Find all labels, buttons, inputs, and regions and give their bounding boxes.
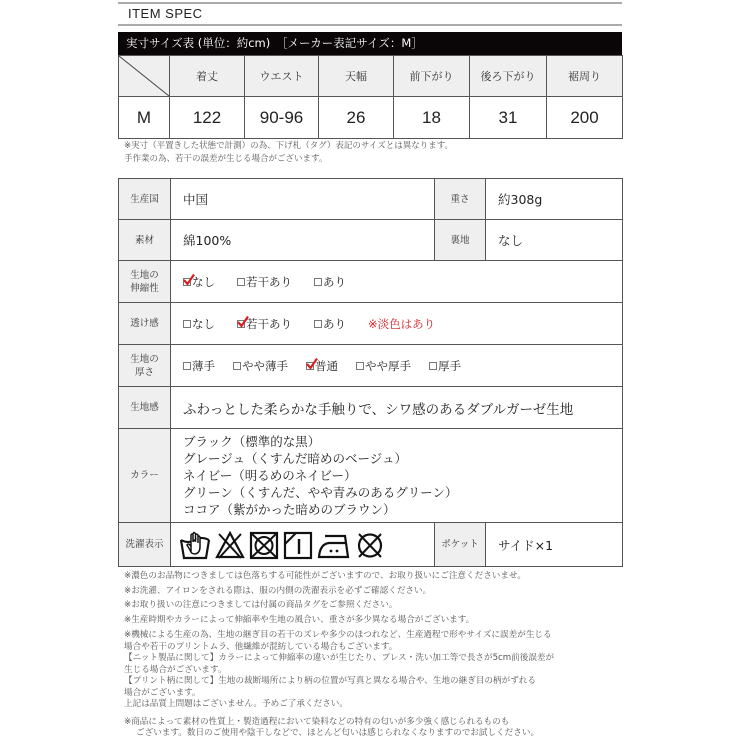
section-title: ITEM SPEC (128, 6, 203, 21)
sheer-option-none: なし (183, 316, 215, 332)
title-divider (118, 24, 622, 26)
no-bleach-icon (215, 530, 245, 560)
footer-last-line: ※商品によって素材の性質上・製造過程において染料などの特有の匂いが多少強く感じられるものも (124, 716, 510, 727)
pocket-value: サイド×1 (486, 523, 623, 567)
footer-block-line: 【ニット製品に関して】カラーによって伸縮率の違いが生じたり、プレス・洗い加工等で長さが5cm前後誤差が (124, 653, 555, 663)
column-header: 後ろ下がり (470, 56, 547, 97)
iron-medium-icon (317, 530, 351, 560)
stretch-label-line: 生地の (130, 269, 159, 281)
spec-row-texture (119, 387, 623, 429)
footer-note: ※濃色のお品物につきましては色落ちする可能性がございますので、お取り扱いにご注意くださいませ。 (124, 571, 526, 581)
size-chart-header-row (119, 56, 623, 97)
spec-row-colors (119, 429, 623, 523)
column-header: 裾周り (547, 56, 623, 97)
spec-row-origin (119, 179, 623, 220)
size-chart-notes (124, 140, 453, 165)
size-chart-table (118, 55, 623, 139)
size-label: M (119, 97, 170, 139)
column-header: 前下がり (394, 56, 470, 97)
footer-last-line: ございます。数日のご使用や陰干しなどで、ほとんど匂いは感じられなくなりますのでお試しください。 (136, 728, 540, 738)
lining-label: 裏地 (435, 220, 486, 261)
stretch-options (171, 261, 623, 303)
column-header: 着丈 (170, 56, 245, 97)
origin-label: 生産国 (119, 179, 171, 220)
size-chart-caption: 実寸サイズ表 (単位：約cm) ［メーカー表記サイズ：M］ (118, 32, 622, 55)
stretch-label (119, 261, 171, 303)
thickness-label (119, 345, 171, 387)
spec-table (118, 178, 623, 567)
texture-value: ふわっとした柔らかな手触りで、シワ感のあるダブルガーゼ生地 (171, 387, 623, 429)
checkbox-empty-icon (356, 362, 364, 370)
weight-label: 重さ (435, 179, 486, 220)
checkbox-empty-icon (233, 362, 241, 370)
spec-row-material (119, 220, 623, 261)
column-header: 天幅 (319, 56, 394, 97)
thickness-option-thick: 厚手 (429, 358, 461, 374)
weight-value: 約308g (486, 179, 623, 220)
line-dry-shade-icon (283, 530, 313, 560)
column-header: ウエスト (245, 56, 319, 97)
thickness-option-slightly-thick: やや厚手 (356, 358, 411, 374)
sheer-option-yes: あり (314, 316, 346, 332)
thickness-option-thin: 薄手 (183, 358, 215, 374)
size-value: 122 (170, 97, 245, 139)
thickness-options (171, 345, 623, 387)
color-item: ネイビー（明るめのネイビー） (183, 468, 357, 483)
footer-note: ※生産時期やカラーによって伸縮率や生地の風合い、重さが多少異なる場合がございます。 (124, 614, 475, 625)
color-item: ブラック（標準的な黒） (183, 434, 321, 449)
size-note: 手作業の為、若干の誤差が生じる場合がございます。 (124, 153, 328, 164)
footer-block-line: ※機械による生産の為、生地の継ぎ目の若干のズレや多少のほつれなど、生産過程で形やサイズに誤差が生じる (124, 630, 552, 640)
corner-cell (119, 56, 170, 97)
size-row (119, 97, 623, 139)
colors-list (171, 429, 623, 523)
spec-row-sheerness (119, 303, 623, 345)
color-item: グレージュ（くすんだ暗めのベージュ） (183, 451, 408, 466)
pocket-label: ポケット (435, 523, 486, 567)
stretch-option-none: なし (183, 274, 215, 290)
checkbox-empty-icon (314, 320, 322, 328)
footer-block (124, 630, 624, 711)
size-value: 18 (394, 97, 470, 139)
footer-block-line: 【プリント柄に関して】生地の裁断場所により柄の位置が写真と異なる場合や、生地の継ぎ目の柄がずれる (124, 676, 536, 686)
spec-row-thickness (119, 345, 623, 387)
footer-note: ※お洗濯、アイロンをされる際は、服の内側の洗濯表示を必ずご確認ください。 (124, 585, 432, 596)
footer-notes (124, 569, 624, 740)
care-label: 洗濯表示 (119, 523, 171, 567)
checkbox-empty-icon (183, 362, 191, 370)
footer-block-line: 生じる場合がございます。 (124, 664, 227, 675)
thickness-option-normal: 普通 (306, 358, 338, 374)
checkbox-checked-icon (306, 362, 314, 370)
footer-note: ※お取り扱いの注意につきましては付属の商品タグをご参照ください。 (124, 600, 398, 610)
sheerness-label: 透け感 (119, 303, 171, 345)
footer-last (124, 717, 624, 740)
checkbox-empty-icon (237, 278, 245, 286)
care-icons (171, 523, 435, 567)
no-dry-clean-icon (355, 530, 385, 560)
spec-row-care (119, 523, 623, 567)
texture-label: 生地感 (119, 387, 171, 429)
stretch-label-line: 伸縮性 (130, 282, 159, 294)
color-item: ココア（紫がかった暗めのブラウン） (183, 502, 396, 517)
colors-label: カラー (119, 429, 171, 523)
top-divider (118, 2, 622, 4)
origin-value: 中国 (171, 179, 435, 220)
checkbox-checked-icon (237, 320, 245, 328)
hand-wash-icon (179, 530, 211, 560)
thickness-option-slightly-thin: やや薄手 (233, 358, 288, 374)
sheerness-options (171, 303, 623, 345)
thickness-label-line: 生地の (130, 353, 159, 365)
footer-block-line: 場合がございます。 (124, 687, 201, 698)
size-value: 200 (547, 97, 623, 139)
checkbox-empty-icon (183, 320, 191, 328)
size-value: 31 (470, 97, 547, 139)
material-label: 素材 (119, 220, 171, 261)
footer-block-line: 場合や若干のプリントムラ、他繊維が混紡している場合もございます。 (124, 641, 398, 652)
checkbox-checked-icon (183, 278, 191, 286)
size-value: 90-96 (245, 97, 319, 139)
stretch-option-slight: 若干あり (237, 274, 292, 290)
no-tumble-dry-icon (249, 530, 279, 560)
sheerness-note: ※淡色はあり (368, 316, 436, 331)
lining-value: なし (486, 220, 623, 261)
size-note: ※実寸（平置きした状態で計測）の為、下げ札（タグ）表記のサイズとは異なります。 (124, 141, 454, 151)
stretch-option-yes: あり (314, 274, 346, 290)
sheer-option-slight: 若干あり (237, 316, 292, 332)
spec-row-stretch (119, 261, 623, 303)
size-value: 26 (319, 97, 394, 139)
checkbox-empty-icon (429, 362, 437, 370)
color-item: グリーン（くすんだ、やや青みのあるグリーン） (183, 485, 458, 500)
checkbox-empty-icon (314, 278, 322, 286)
footer-block-line: 上記は品質上問題はございません。予めご了承ください。 (124, 699, 348, 709)
thickness-label-line: 厚さ (134, 366, 154, 378)
material-value: 綿100% (171, 220, 435, 261)
